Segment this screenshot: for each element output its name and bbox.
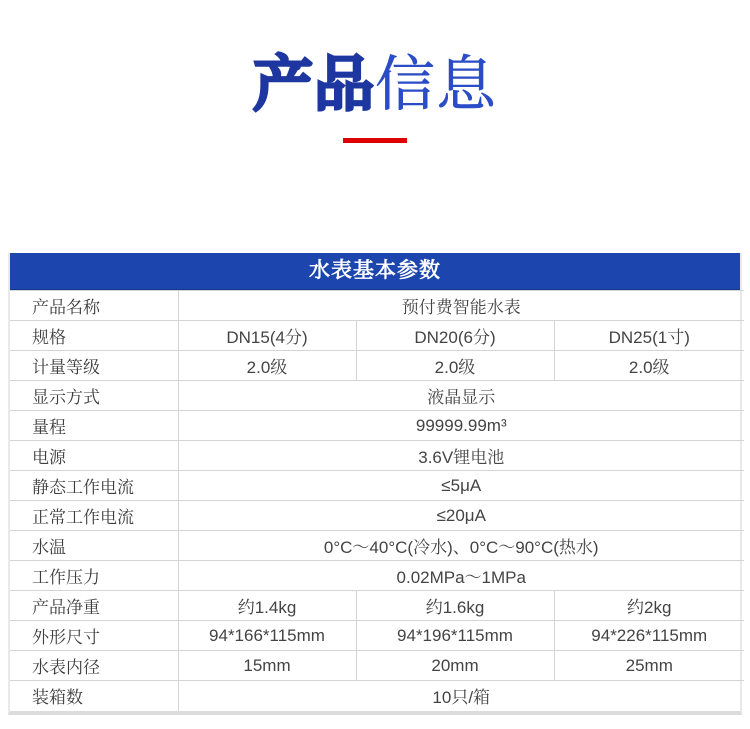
spec-row-display-mode [10, 381, 744, 411]
spec-row-working-pressure [10, 561, 744, 591]
spec-value: 25mm [554, 651, 744, 681]
spec-value: 94*196*115mm [356, 621, 554, 651]
spec-row-dimensions [10, 621, 744, 651]
spec-value: ≤20μA [178, 501, 744, 531]
spec-value: ≤5μA [178, 471, 744, 501]
spec-value: 约1.4kg [178, 591, 356, 621]
spec-label: 水温 [10, 531, 178, 561]
spec-row-range [10, 411, 744, 441]
spec-label: 产品名称 [10, 291, 178, 321]
spec-row-accuracy-class [10, 351, 744, 381]
spec-value: DN15(4分) [178, 321, 356, 351]
spec-label: 量程 [10, 411, 178, 441]
spec-row-size [10, 321, 744, 351]
spec-label: 装箱数 [10, 681, 178, 711]
spec-row-power [10, 441, 744, 471]
spec-value: 预付费智能水表 [178, 291, 744, 321]
title-underline-decoration [343, 138, 407, 143]
spec-value: 2.0级 [554, 351, 744, 381]
spec-value: 约2kg [554, 591, 744, 621]
spec-value: DN25(1寸) [554, 321, 744, 351]
page-title-part1: 产品 [253, 51, 375, 118]
spec-value: 0.02MPa～1MPa [178, 561, 744, 591]
spec-value: 94*166*115mm [178, 621, 356, 651]
spec-value: 99999.99m³ [178, 411, 744, 441]
spec-row-product-name [10, 291, 744, 321]
page-title [0, 46, 750, 124]
spec-value: 94*226*115mm [554, 621, 744, 651]
spec-value: 15mm [178, 651, 356, 681]
spec-label: 正常工作电流 [10, 501, 178, 531]
spec-value: 2.0级 [178, 351, 356, 381]
spec-table-title: 水表基本参数 [10, 253, 740, 290]
spec-value: 0°C～40°C(冷水)、0°C～90°C(热水) [178, 531, 744, 561]
spec-row-water-temperature [10, 531, 744, 561]
spec-value: 液晶显示 [178, 381, 744, 411]
spec-row-static-current [10, 471, 744, 501]
spec-label: 水表内径 [10, 651, 178, 681]
spec-row-packing-quantity [10, 681, 744, 711]
water-meter-spec-table [8, 253, 742, 715]
spec-value: 约1.6kg [356, 591, 554, 621]
spec-label: 静态工作电流 [10, 471, 178, 501]
spec-value: 10只/箱 [178, 681, 744, 711]
spec-table [10, 290, 744, 711]
spec-value: 3.6V锂电池 [178, 441, 744, 471]
spec-label: 计量等级 [10, 351, 178, 381]
spec-label: 显示方式 [10, 381, 178, 411]
spec-value: 20mm [356, 651, 554, 681]
spec-value: DN20(6分) [356, 321, 554, 351]
spec-row-net-weight [10, 591, 744, 621]
spec-label: 工作压力 [10, 561, 178, 591]
spec-label: 产品净重 [10, 591, 178, 621]
page-title-part2: 信息 [375, 51, 497, 118]
spec-row-normal-current [10, 501, 744, 531]
spec-label: 规格 [10, 321, 178, 351]
spec-label: 电源 [10, 441, 178, 471]
spec-row-inner-diameter [10, 651, 744, 681]
spec-label: 外形尺寸 [10, 621, 178, 651]
spec-value: 2.0级 [356, 351, 554, 381]
